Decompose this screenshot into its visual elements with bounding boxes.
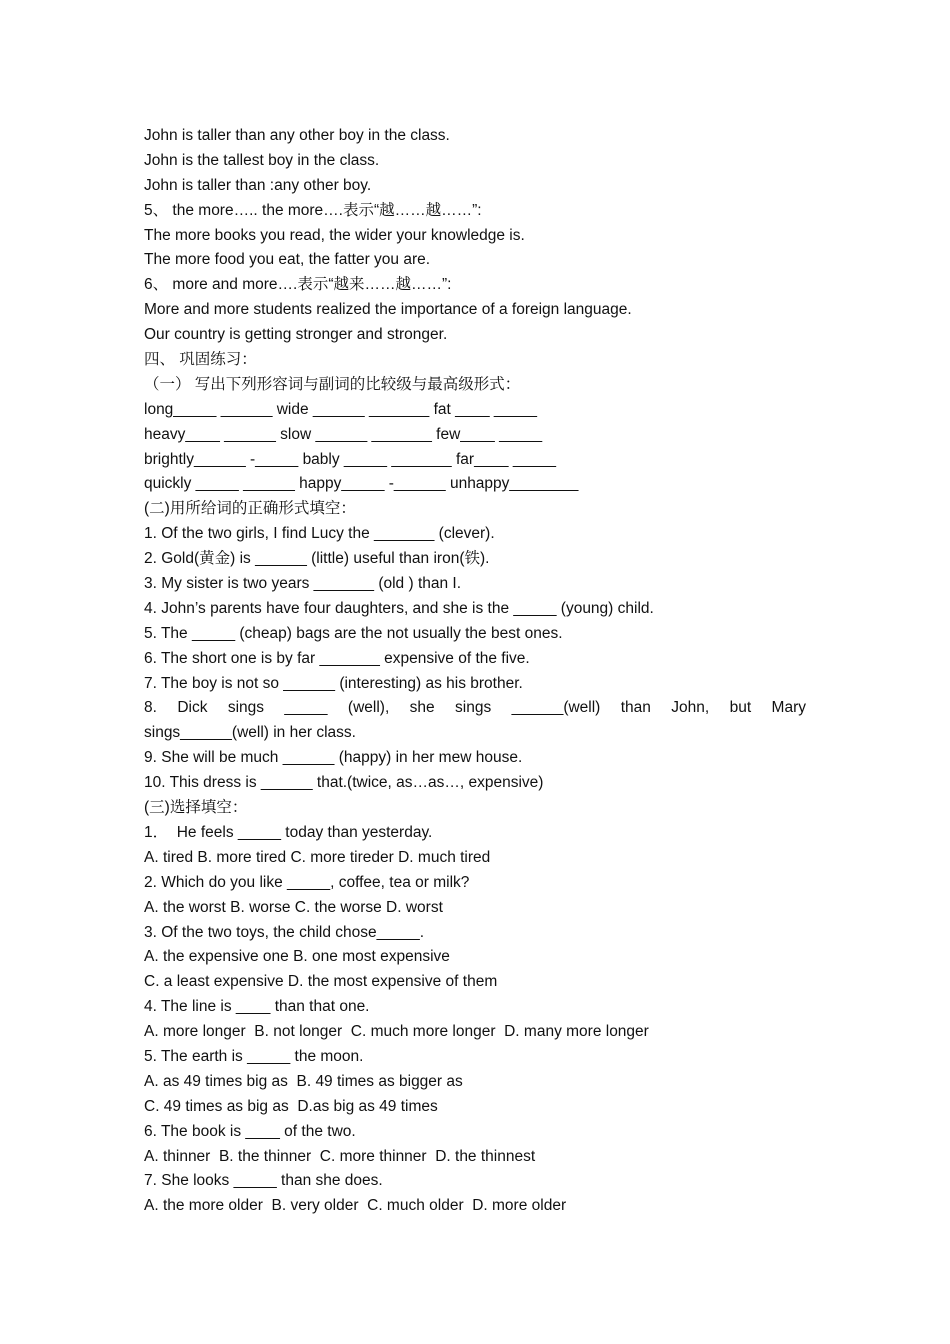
exercise-line: 8. Dick sings _____ (well), she sings ______(well) than John, but Mary — [144, 699, 806, 717]
options-line: A. the more older B. very older C. much older D. more older — [144, 1197, 567, 1215]
exercise-line: 3. My sister is two years _______ (old ) than I. — [144, 575, 462, 593]
exercise-line: 5. The _____ (cheap) bags are the not usually the best ones. — [144, 624, 563, 642]
text-line: The more books you read, the wider your knowledge is. — [144, 226, 525, 244]
document-page — [144, 124, 806, 1219]
exercise-line: 10. This dress is ______ that.(twice, as…as…, expensive) — [144, 774, 544, 792]
text-line: More and more students realized the importance of a foreign language. — [144, 301, 632, 319]
question-line: 7. She looks _____ than she does. — [144, 1172, 383, 1190]
text-line: John is taller than any other boy in the class. — [144, 127, 450, 144]
text-line: John is taller than :any other boy. — [144, 176, 372, 194]
exercise-line: 6. The short one is by far _______ expensive of the five. — [144, 649, 530, 667]
exercise-heading: （一） 写出下列形容词与副词的比较级与最高级形式： — [144, 375, 521, 393]
options-line: C. a least expensive D. the most expensive of them — [144, 973, 498, 991]
exercise-line: heavy____ ______ slow ______ _______ few____ _____ — [144, 425, 543, 443]
question-line: 6. The book is ____ of the two. — [144, 1122, 356, 1140]
exercise-line: 1. Of the two girls, I find Lucy the _______ (clever). — [144, 525, 495, 543]
options-line: A. more longer B. not longer C. much more longer D. many more longer — [144, 1023, 649, 1041]
options-line: A. the worst B. worse C. the worse D. worst — [144, 898, 443, 916]
options-line: A. tired B. more tired C. more tireder D. much tired — [144, 848, 491, 866]
text-line: Our country is getting stronger and stronger. — [144, 326, 448, 344]
exercise-line: 7. The boy is not so ______ (interesting) as his brother. — [144, 674, 523, 692]
options-line: C. 49 times as big as D.as big as 49 times — [144, 1097, 438, 1115]
exercise-heading: (二)用所给词的正确形式填空： — [144, 500, 356, 518]
exercise-heading: (三)选择填空： — [144, 799, 248, 817]
options-line: A. the expensive one B. one most expensive — [144, 948, 450, 966]
section-heading: 四、 巩固练习： — [144, 351, 257, 369]
exercise-line: 4. John’s parents have four daughters, and she is the _____ (young) child. — [144, 599, 654, 617]
options-line: A. thinner B. the thinner C. more thinner D. the thinnest — [144, 1147, 536, 1165]
question-line: 1． He feels _____ today than yesterday. — [144, 823, 433, 841]
exercise-line: 2. Gold(黄金) is ______ (little) useful than iron(铁). — [144, 550, 490, 568]
question-line: 3. Of the two toys, the child chose_____. — [144, 923, 425, 941]
exercise-line: sings______(well) in her class. — [144, 724, 356, 742]
question-line: 4. The line is ____ than that one. — [144, 998, 370, 1016]
exercise-line: quickly _____ ______ happy_____ -______ unhappy________ — [144, 475, 579, 493]
exercise-line: brightly______ -_____ bably _____ _______ far____ _____ — [144, 450, 556, 468]
exercise-line: 9. She will be much ______ (happy) in her mew house. — [144, 749, 523, 767]
section-heading: 6、 more and more….表示“越来……越……”: — [144, 276, 452, 294]
question-line: 5. The earth is _____ the moon. — [144, 1047, 364, 1065]
options-line: A. as 49 times big as B. 49 times as bigger as — [144, 1072, 463, 1090]
section-heading: 5、 the more….. the more….表示“越……越……”: — [144, 201, 482, 219]
text-line: The more food you eat, the fatter you are. — [144, 251, 431, 269]
text-line: John is the tallest boy in the class. — [144, 151, 380, 169]
question-line: 2. Which do you like _____, coffee, tea or milk? — [144, 873, 470, 891]
exercise-line: long_____ ______ wide ______ _______ fat ____ _____ — [144, 400, 538, 418]
